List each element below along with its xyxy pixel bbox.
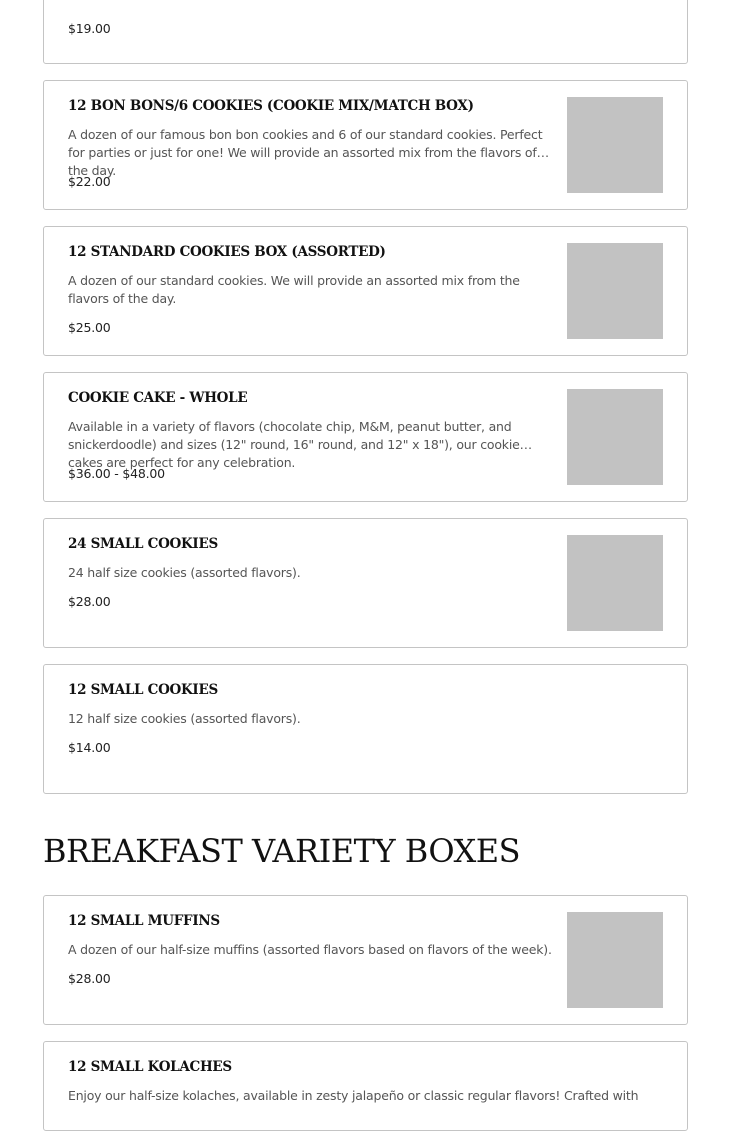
item-price: $36.00 - $48.00 [68,466,165,481]
item-description: 24 half size cookies (assorted flavors). [68,565,301,580]
item-description: 12 half size cookies (assorted flavors). [68,711,301,726]
item-price: $19.00 [68,21,111,36]
item-image [567,912,663,1008]
section-heading: BREAKFAST VARIETY BOXES [43,832,521,870]
item-title: COOKIE CAKE - WHOLE [68,390,248,406]
menu-item-card[interactable] [43,518,688,648]
item-image [567,97,663,193]
menu-item-card[interactable] [43,372,688,502]
item-image [567,535,663,631]
menu-item-card[interactable] [43,895,688,1025]
menu-item-card[interactable] [43,0,688,64]
item-description: A dozen of our standard cookies. We will provide an assorted mix from the flavors of the day. [68,273,520,306]
item-title: 12 BON BONS/6 COOKIES (COOKIE MIX/MATCH BOX) [68,98,474,114]
item-description: Available in a variety of flavors (chocolate chip, M&M, peanut butter, and snickerdoodle) and sizes (12" round, 16" round, and 12" x 18"), our cookie cakes are perfect for any celebration. [68,419,520,470]
item-description: Enjoy our half-size kolaches, available in zesty jalapeño or classic regular flavors! Crafted with [68,1088,639,1103]
item-price: $28.00 [68,594,111,609]
item-title: 12 SMALL KOLACHES [68,1059,232,1075]
item-title: 12 STANDARD COOKIES BOX (ASSORTED) [68,244,386,260]
item-description: A dozen of our half-size muffins (assorted flavors based on flavors of the week). [68,942,552,957]
item-price: $28.00 [68,971,111,986]
item-title: 24 SMALL COOKIES [68,536,218,552]
item-title: 12 SMALL COOKIES [68,682,218,698]
item-description: A dozen of our famous bon bon cookies and 6 of our standard cookies. Perfect for parties or just for one! We will provide an assorted mix from the flavors of the day. [68,127,543,178]
item-image [567,389,663,485]
menu-item-card[interactable] [43,1041,688,1131]
menu-item-card[interactable] [43,80,688,210]
item-title: 12 SMALL MUFFINS [68,913,220,929]
item-image [567,243,663,339]
menu-item-card[interactable] [43,226,688,356]
item-price: $25.00 [68,320,111,335]
item-price: $14.00 [68,740,111,755]
item-price: $22.00 [68,174,111,189]
menu-item-card[interactable] [43,664,688,794]
